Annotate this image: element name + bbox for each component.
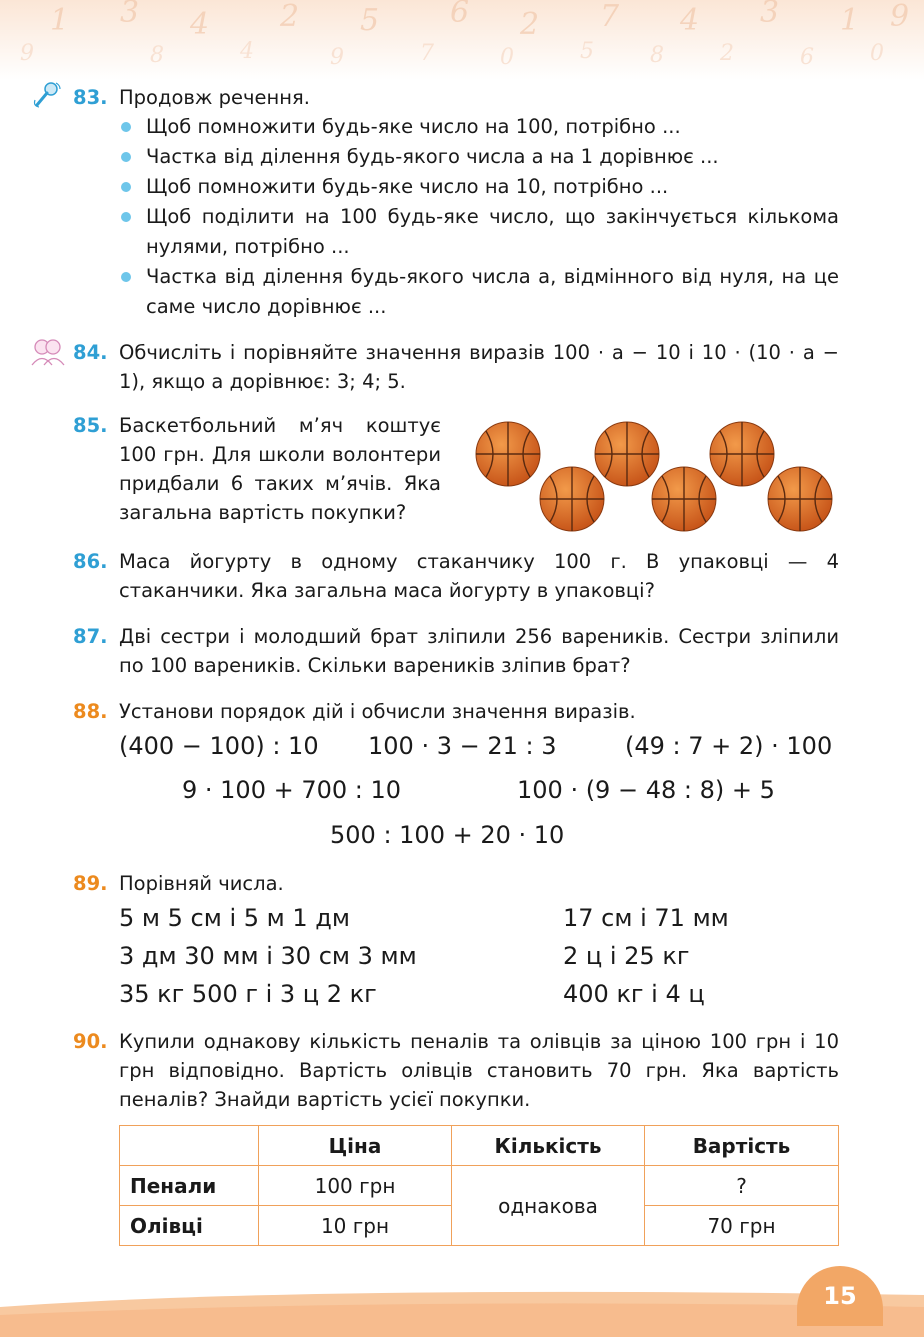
task-number: 86.	[73, 550, 108, 573]
table-cell: ?	[645, 1166, 839, 1206]
basketball	[768, 467, 832, 531]
table-row	[120, 1166, 839, 1206]
svg-text:1: 1	[50, 3, 70, 38]
footer-wave	[0, 1285, 924, 1337]
svg-text:2: 2	[720, 41, 734, 66]
table-header: Ціна	[259, 1126, 452, 1166]
task-number: 90.	[73, 1030, 108, 1053]
svg-text:6: 6	[800, 45, 814, 70]
comparison: 17 см і 71 мм	[563, 904, 729, 932]
comparison: 35 кг 500 г і 3 ц 2 кг	[119, 980, 377, 1008]
task-number: 89.	[73, 872, 108, 895]
list-item: Щоб помножити будь-яке число на 100, потрібно ...	[119, 112, 839, 142]
svg-text:8: 8	[650, 43, 664, 68]
task-number: 87.	[73, 625, 108, 648]
basketball	[652, 467, 716, 531]
task-83-list	[119, 112, 839, 322]
basketball	[595, 422, 659, 486]
table-cell	[120, 1126, 259, 1166]
svg-text:2: 2	[520, 7, 540, 42]
svg-text:9: 9	[20, 41, 34, 66]
expression: 500 : 100 + 20 · 10	[330, 821, 565, 849]
row-label: Олівці	[120, 1206, 259, 1246]
table-header: Кількість	[452, 1126, 645, 1166]
table-cell: 10 грн	[259, 1206, 452, 1246]
task-text: Дві сестри і молодший брат зліпили 256 вареників. Сестри зліпили по 100 вареників. Скільки вареників зліпив брат?	[119, 625, 839, 677]
task-number: 83.	[73, 86, 108, 109]
table-cell: 70 грн	[645, 1206, 839, 1246]
svg-text:2: 2	[280, 0, 300, 34]
svg-text:5: 5	[580, 39, 594, 64]
svg-text:7: 7	[420, 41, 434, 66]
task-text: Установи порядок дій і обчисли значення виразів.	[119, 700, 636, 723]
expression: 100 · (9 − 48 : 8) + 5	[517, 776, 775, 804]
comparison: 3 дм 30 мм і 30 см 3 мм	[119, 942, 417, 970]
numbers-pattern	[0, 0, 924, 80]
task-text: Порівняй числа.	[119, 872, 284, 895]
expression: (49 : 7 + 2) · 100	[625, 732, 833, 760]
svg-text:9: 9	[890, 0, 910, 34]
svg-text:0: 0	[500, 45, 514, 70]
row-label: Пенали	[120, 1166, 259, 1206]
comparison: 400 кг і 4 ц	[563, 980, 705, 1008]
svg-text:3: 3	[120, 0, 140, 30]
task-number: 84.	[73, 341, 108, 364]
svg-text:5: 5	[360, 3, 380, 38]
basketball	[476, 422, 540, 486]
page-number: 15	[797, 1266, 883, 1326]
expression: 9 · 100 + 700 : 10	[182, 776, 402, 804]
two-people-icon	[30, 338, 66, 370]
list-item: Частка від ділення будь-якого числа а, відмінного від нуля, на це саме число дорівнює ...	[119, 262, 839, 322]
basketball	[710, 422, 774, 486]
price-table	[119, 1125, 839, 1246]
task-text: Продовж речення.	[119, 86, 310, 109]
comparison: 2 ц і 25 кг	[563, 942, 690, 970]
svg-text:3: 3	[760, 0, 780, 30]
microphone-icon	[32, 80, 62, 114]
table-row	[120, 1126, 839, 1166]
task-text: Купили однакову кількість пеналів та олівців за ціною 100 грн і 10 грн відповідно. Вартість олівців становить 70 грн. Яка вартість пеналів? Знайди вартість усієї покупки.	[119, 1030, 839, 1111]
svg-text:9: 9	[330, 45, 344, 70]
task-text: Маса йогурту в одному стаканчику 100 г. В упаковці — 4 стаканчики. Яка загальна маса йогурту в упаковці?	[119, 550, 839, 602]
table-header: Вартість	[645, 1126, 839, 1166]
list-item: Частка від ділення будь-якого числа а на 1 дорівнює ...	[119, 142, 839, 172]
list-item: Щоб поділити на 100 будь-яке число, що закінчується кількома нулями, потрібно ...	[119, 202, 839, 262]
task-text: Баскетбольний м’яч коштує 100 грн. Для школи волонтери придбали 6 таких м’ячів. Яка загальна вартість покупки?	[119, 414, 441, 524]
svg-text:6: 6	[450, 0, 470, 30]
expression: 100 · 3 − 21 : 3	[368, 732, 557, 760]
basketball	[540, 467, 604, 531]
svg-text:1: 1	[840, 3, 860, 38]
svg-text:0: 0	[870, 41, 884, 66]
svg-text:8: 8	[150, 43, 164, 68]
list-item: Щоб помножити будь-яке число на 10, потрібно ...	[119, 172, 839, 202]
task-number: 85.	[73, 414, 108, 437]
basketballs-image	[470, 418, 840, 536]
table-cell: однакова	[452, 1166, 645, 1246]
task-number: 88.	[73, 700, 108, 723]
comparison: 5 м 5 см і 5 м 1 дм	[119, 904, 350, 932]
svg-text:4: 4	[190, 7, 210, 42]
svg-text:7: 7	[600, 0, 620, 34]
task-text: Обчисліть і порівняйте значення виразів 100 · а − 10 і 10 · (10 · а − 1), якщо а дорівнює: 3; 4; 5.	[119, 341, 839, 393]
expression: (400 − 100) : 10	[119, 732, 319, 760]
svg-text:4: 4	[680, 3, 700, 38]
svg-text:4: 4	[240, 39, 254, 64]
table-cell: 100 грн	[259, 1166, 452, 1206]
header-decoration	[0, 0, 924, 80]
